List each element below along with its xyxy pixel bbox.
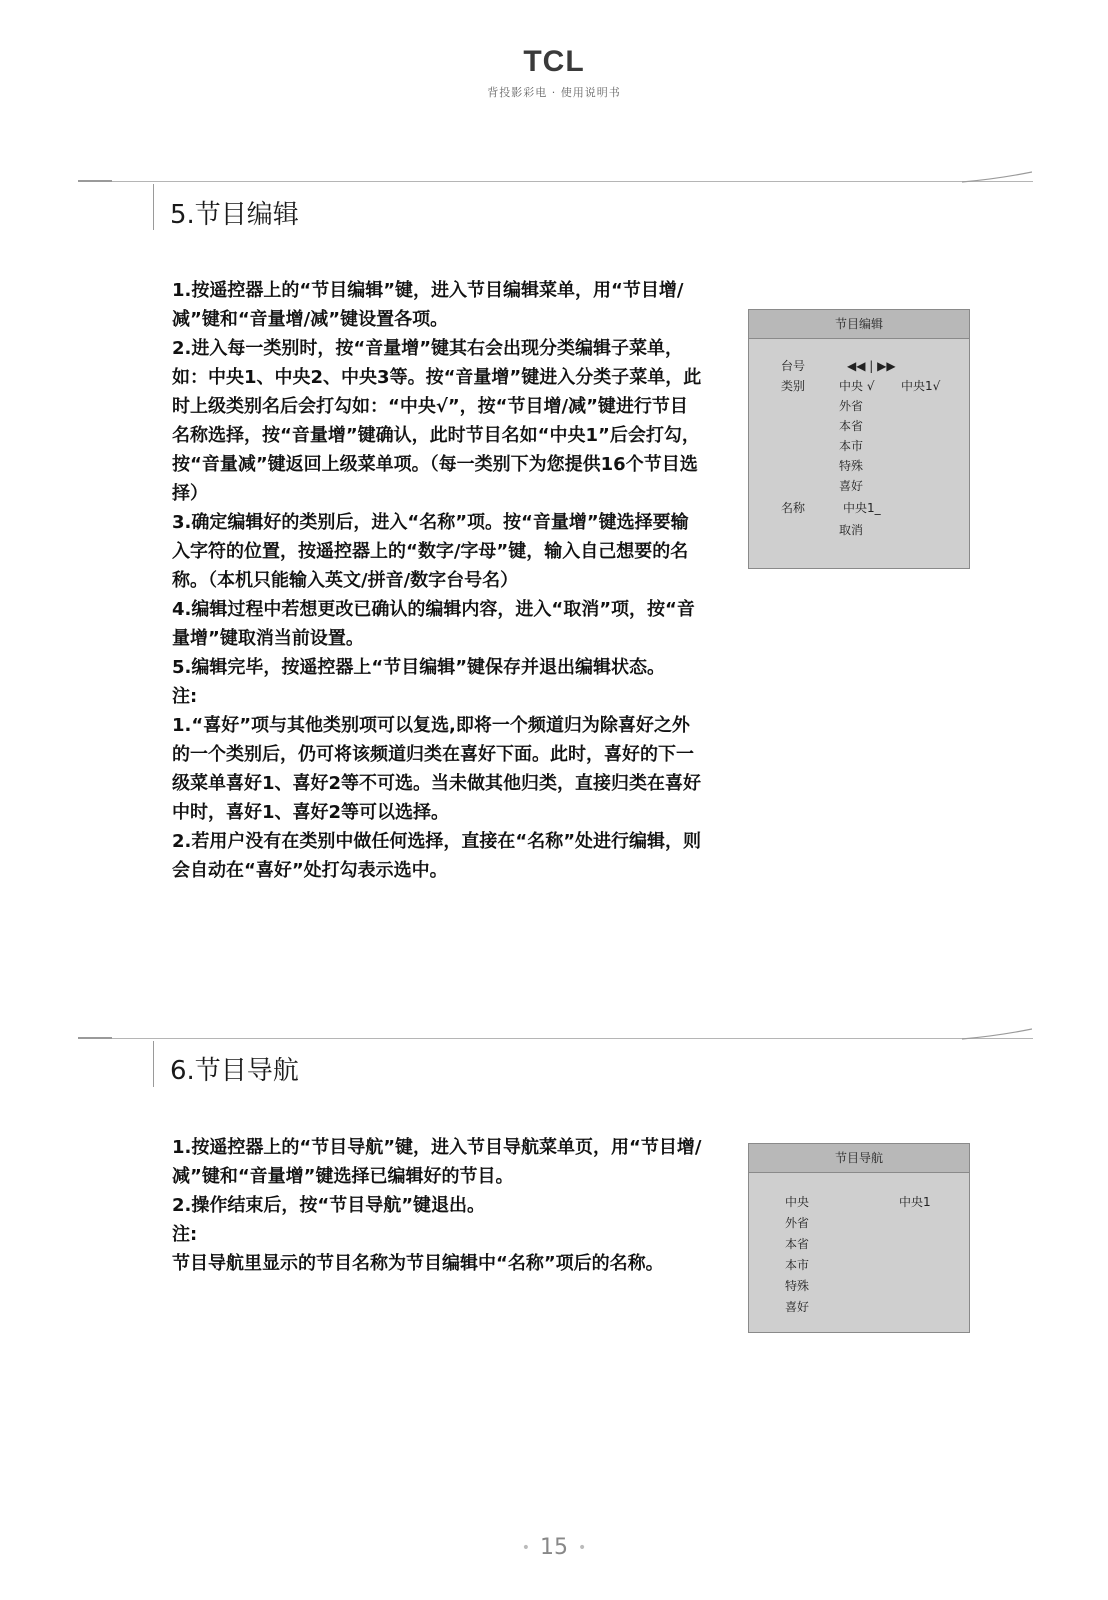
program-edit-menu-title: 节目编辑 (749, 310, 969, 339)
nav-category-item: 喜好 (785, 1300, 810, 1314)
section-6-swoosh-icon (962, 1027, 1032, 1043)
section-6-title-bar (153, 1041, 154, 1087)
program-edit-menu-body (749, 339, 969, 569)
category-item: 本省 (839, 419, 864, 433)
section-5-swoosh-icon (962, 170, 1032, 186)
nav-category-item: 中央 (785, 1195, 810, 1209)
section-5-note-label: 注: (172, 686, 198, 707)
section-6-rule (78, 1038, 1033, 1039)
category-item: 特殊 (839, 459, 864, 473)
cancel-item: 取消 (839, 523, 864, 537)
section-6-rule-accent (78, 1037, 112, 1039)
program-edit-menu (748, 309, 970, 569)
channel-arrows: ◀◀ | ▶▶ (847, 359, 896, 373)
section-5-title-bar (153, 184, 154, 230)
name-value: 中央1_ (843, 501, 881, 515)
channel-label: 台号 (781, 359, 806, 373)
category-sub-item: 中央1√ (901, 379, 941, 393)
brand-logo: TCL (523, 45, 585, 78)
section-6-note: 节目导航里显示的节目名称为节目编辑中“名称”项后的名称。 (172, 1253, 664, 1274)
section-5-step-1: 1.按遥控器上的“节目编辑”键，进入节目编辑菜单，用“节目增/减”键和“音量增/减”键设置各项。 (172, 280, 684, 330)
section-6-note-label: 注: (172, 1224, 198, 1245)
nav-category-item: 本省 (785, 1237, 810, 1251)
category-item: 外省 (839, 399, 864, 413)
program-nav-menu (748, 1143, 970, 1333)
section-5-note-1: 1.“喜好”项与其他类别项可以复选,即将一个频道归为除喜好之外的一个类别后，仍可将该频道归类在喜好下面。此时，喜好的下一级菜单喜好1、喜好2等不可选。当未做其他归类，直接归类在喜好中时，喜好1、喜好2等可以选择。 (172, 715, 702, 823)
manual-subtitle: 背投影彩电 · 使用说明书 (487, 86, 621, 99)
category-item: 本市 (839, 439, 864, 453)
program-nav-menu-title: 节目导航 (749, 1144, 969, 1173)
section-6-title: 6.节目导航 (170, 1056, 299, 1086)
section-6-body (172, 1133, 702, 1278)
nav-category-item: 本市 (785, 1258, 810, 1272)
name-label: 名称 (781, 501, 806, 515)
section-5-step-4: 4.编辑过程中若想更改已确认的编辑内容，进入“取消”项，按“音量增”键取消当前设置。 (172, 599, 695, 649)
nav-category-item: 外省 (785, 1216, 810, 1230)
section-5-step-2: 2.进入每一类别时，按“音量增”键其右会出现分类编辑子菜单，如：中央1、中央2、中央3等。按“音量增”键进入分类子菜单，此时上级类别名后会打勾如：“中央√”，按“节目增/减”键进行节目名称选择，按“音量增”键确认，此时节目名如“中央1”后会打勾，按“音量减”键返回上级菜单项。（每一类别下为您提供16个节目选择） (172, 338, 702, 504)
section-5-step-5: 5.编辑完毕，按遥控器上“节目编辑”键保存并退出编辑状态。 (172, 657, 666, 678)
section-5-step-3: 3.确定编辑好的类别后，进入“名称”项。按“音量增”键选择要输入字符的位置，按遥控器上的“数字/字母”键，输入自己想要的名称。（本机只能输入英文/拼音/数字台号名） (172, 512, 689, 591)
section-5-rule (78, 181, 1033, 182)
program-nav-menu-body (749, 1173, 969, 1333)
category-item: 喜好 (839, 479, 864, 493)
page-number-right-dot-icon: • (578, 1540, 587, 1556)
section-5-rule-accent (78, 180, 112, 182)
category-label: 类别 (781, 379, 806, 393)
nav-category-item: 特殊 (785, 1279, 810, 1293)
section-5-note-2: 2.若用户没有在类别中做任何选择，直接在“名称”处进行编辑，则会自动在“喜好”处打勾表示选中。 (172, 831, 702, 881)
page-number (0, 1535, 1108, 1560)
category-item: 中央 √ (839, 379, 875, 393)
section-6-step-1: 1.按遥控器上的“节目导航”键，进入节目导航菜单页，用“节目增/减”键和“音量增”键选择已编辑好的节目。 (172, 1137, 702, 1187)
section-5-body (172, 276, 702, 885)
nav-sub-item: 中央1 (899, 1195, 931, 1209)
page-number-value: 15 (540, 1535, 568, 1560)
page-header (0, 46, 1108, 100)
section-5-title: 5.节目编辑 (170, 200, 299, 230)
page-number-left-dot-icon: • (521, 1540, 530, 1556)
section-6-step-2: 2.操作结束后，按“节目导航”键退出。 (172, 1195, 486, 1216)
